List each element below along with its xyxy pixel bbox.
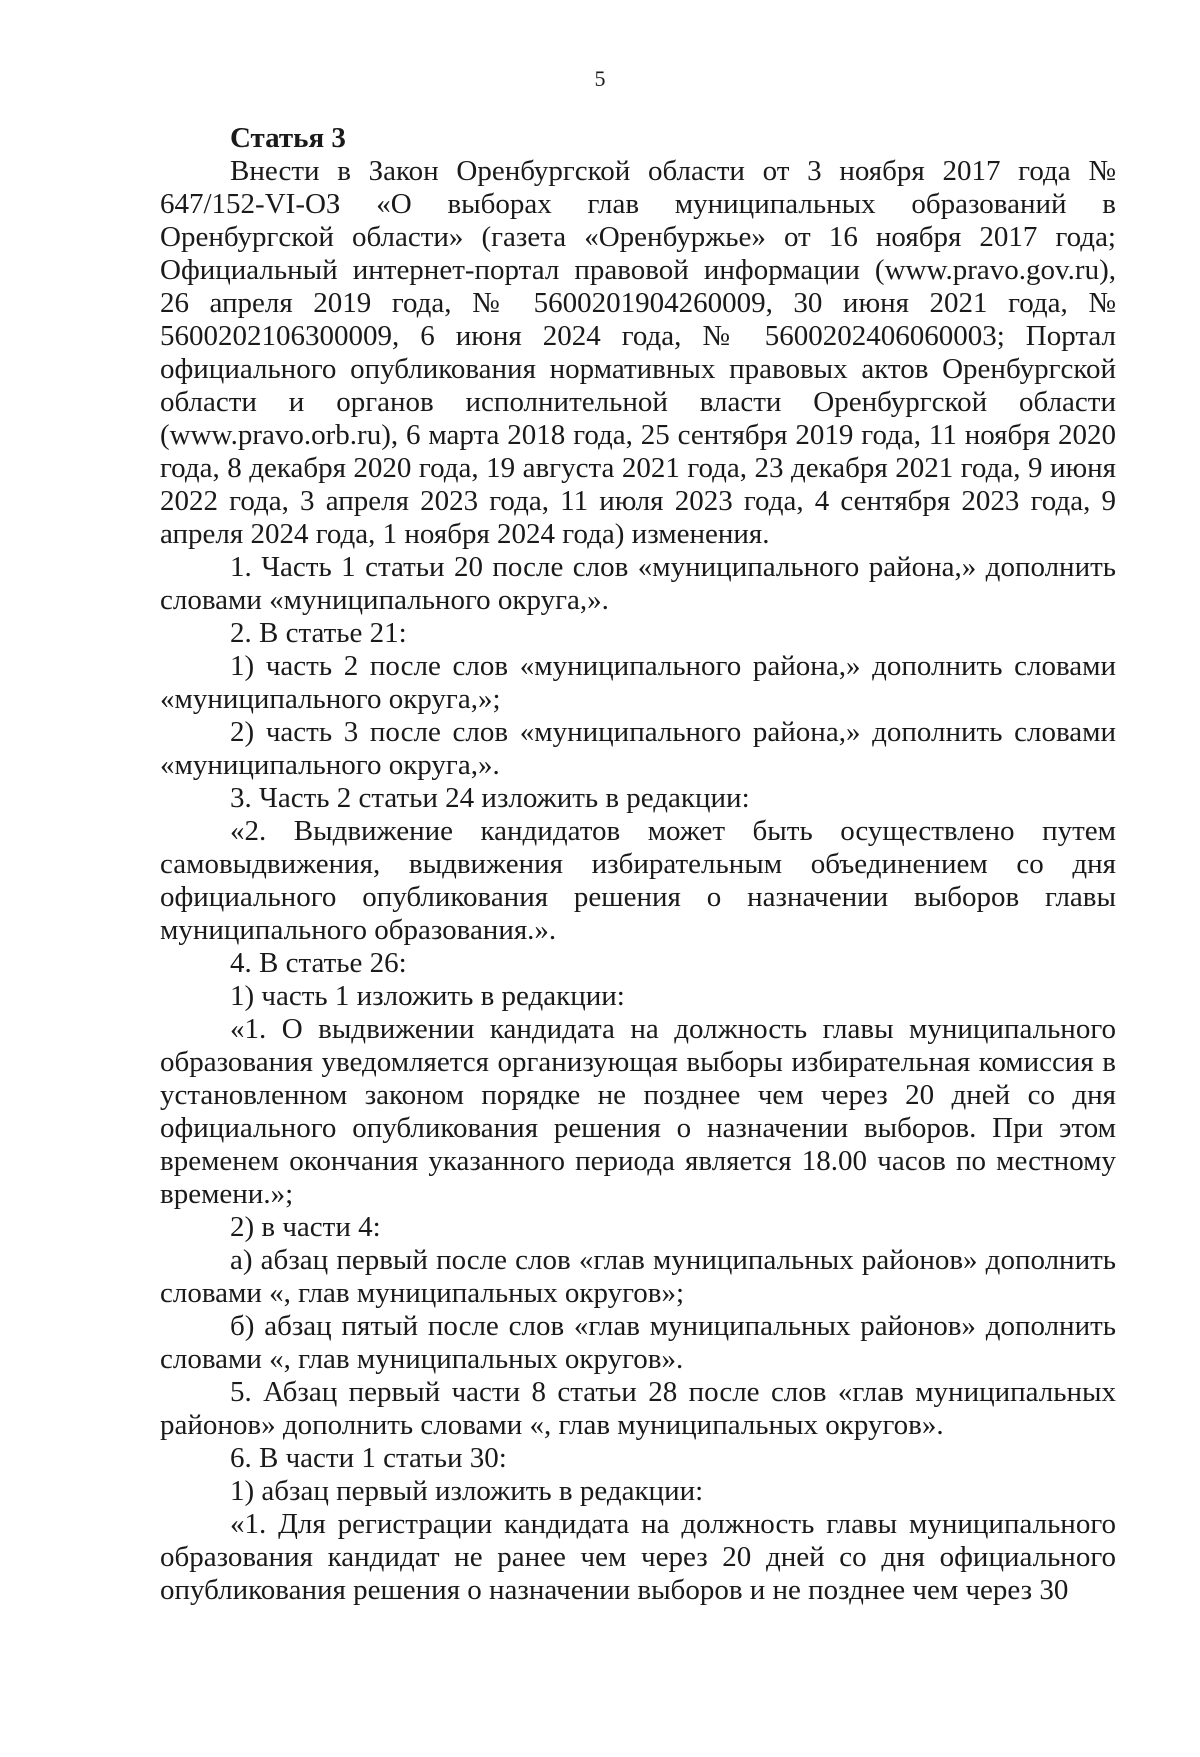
paragraph-item-4-2-a: а) абзац первый после слов «глав муниципальных районов» дополнить словами «, глав муниципальных округов»;	[160, 1244, 1116, 1309]
paragraph-intro: Внести в Закон Оренбургской области от 3 ноября 2017 года № 647/152-VI-ОЗ «О выборах глав муниципальных образований в Оренбургской области» (газета «Оренбуржье» от 16 ноября 2017 года; Официальный интернет-портал правовой информации (www.pravo.gov.ru), 26 апреля 2019 года, № 5600201904260009, 30 июня 2021 года, № 5600202106300009, 6 июня 2024 года, № 5600202406060003; Портал официального опубликования нормативных правовых актов Оренбургской области и органов исполнительной власти Оренбургской области (www.pravo.orb.ru), 6 марта 2018 года, 25 сентября 2019 года, 11 ноября 2020 года, 8 декабря 2020 года, 19 августа 2021 года, 23 декабря 2021 года, 9 июня 2022 года, 3 апреля 2023 года, 11 июля 2023 года, 4 сентября 2023 года, 9 апреля 2024 года, 1 ноября 2024 года) изменения.	[160, 155, 1116, 550]
paragraph-item-5: 5. Абзац первый части 8 статьи 28 после слов «глав муниципальных районов» дополнить словами «, глав муниципальных округов».	[160, 1376, 1116, 1441]
document-body	[160, 122, 1116, 1607]
paragraph-item-4-1-text: «1. О выдвижении кандидата на должность главы муниципального образования уведомляется организующая выборы избирательная комиссия в установленном законом порядке не позднее чем через 20 дней со дня официального опубликования решения о назначении выборов. При этом временем окончания указанного периода является 18.00 часов по местному времени.»;	[160, 1013, 1116, 1210]
paragraph-item-6-1: 1) абзац первый изложить в редакции:	[230, 1475, 704, 1507]
paragraph-item-3-text: «2. Выдвижение кандидатов может быть осуществлено путем самовыдвижения, выдвижения избирательным объединением со дня официального опубликования решения о назначении выборов главы муниципального образования.».	[160, 815, 1116, 946]
paragraph-item-6-1-text: «1. Для регистрации кандидата на должность главы муниципального образования кандидат не ранее чем через 20 дней со дня официального опубликования решения о назначении выборов и не позднее чем через 30	[160, 1508, 1116, 1606]
paragraph-item-4: 4. В статье 26:	[230, 947, 407, 979]
paragraph-item-4-1: 1) часть 1 изложить в редакции:	[230, 980, 625, 1012]
paragraph-item-4-2-b: б) абзац пятый после слов «глав муниципальных районов» дополнить словами «, глав муниципальных округов».	[160, 1310, 1116, 1375]
paragraph-item-4-2: 2) в части 4:	[230, 1211, 381, 1243]
article-heading: Статья 3	[230, 122, 346, 154]
page-number: 5	[594, 66, 606, 91]
paragraph-item-2-1: 1) часть 2 после слов «муниципального района,» дополнить словами «муниципального округа,»;	[160, 650, 1116, 715]
paragraph-item-1: 1. Часть 1 статьи 20 после слов «муниципального района,» дополнить словами «муниципального округа,».	[160, 551, 1116, 616]
paragraph-item-2-2: 2) часть 3 после слов «муниципального района,» дополнить словами «муниципального округа,».	[160, 716, 1116, 781]
paragraph-item-2: 2. В статье 21:	[230, 617, 407, 649]
paragraph-item-3: 3. Часть 2 статьи 24 изложить в редакции:	[230, 782, 750, 814]
paragraph-item-6: 6. В части 1 статьи 30:	[230, 1442, 507, 1474]
